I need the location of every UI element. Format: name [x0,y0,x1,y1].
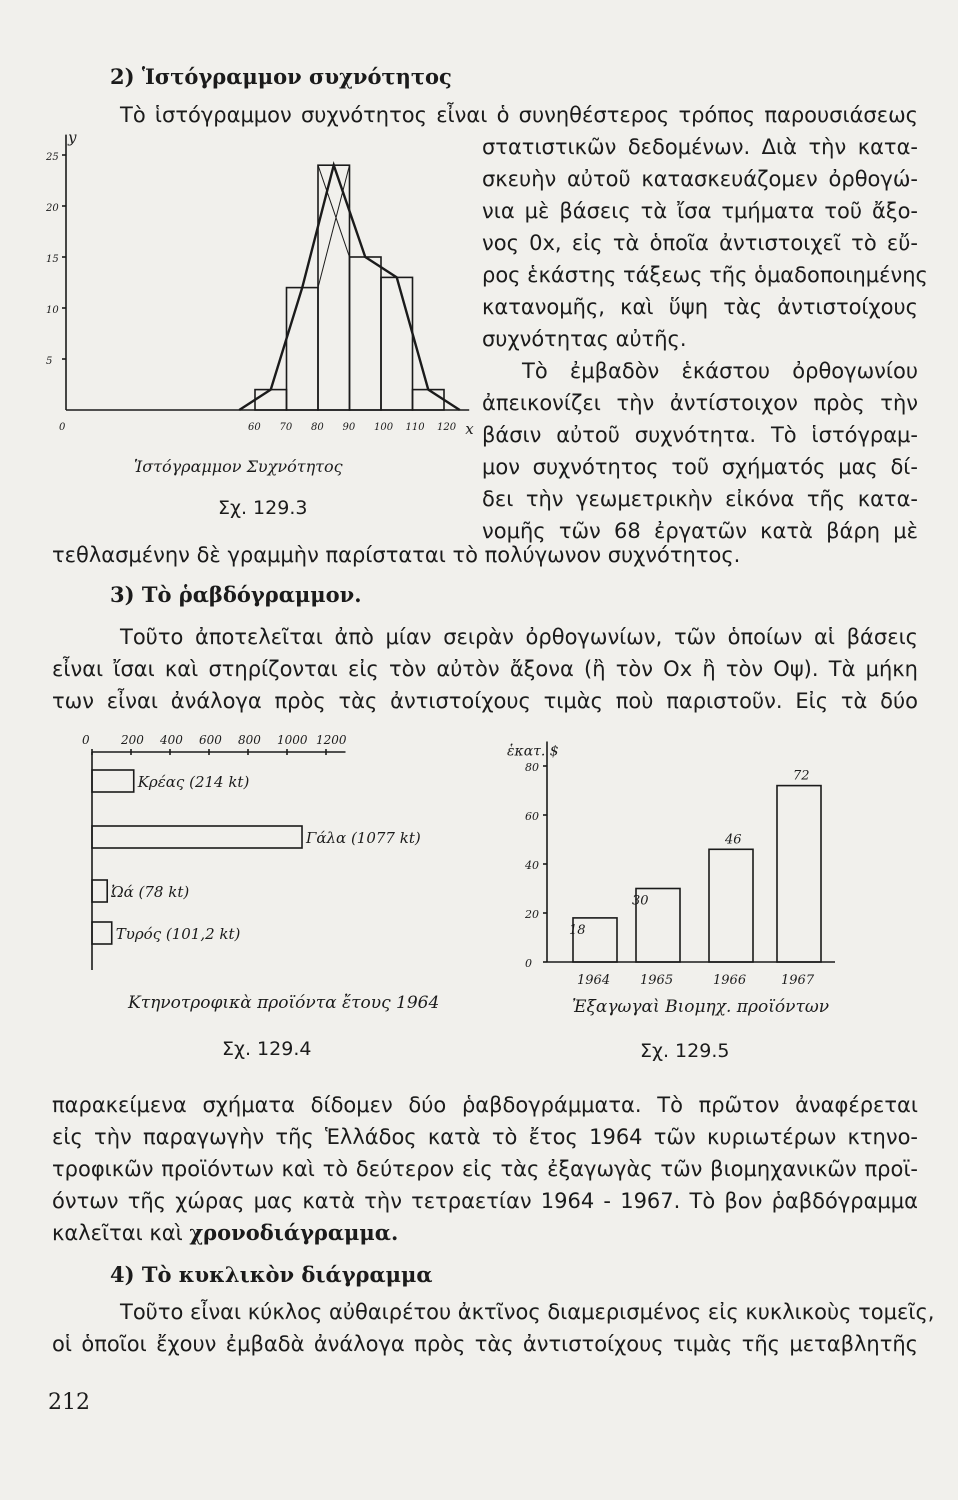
paragraph-line: νια μὲ βάσεις τὰ ἴσα τμήματα τοῦ ἄξο- [482,199,918,223]
exports-year-label: 1966 [713,973,747,988]
x-tick-label: 80 [311,422,324,433]
livestock-chart-title: Κτηνοτροφικὰ προϊόντα ἔτους 1964 [128,993,440,1013]
y-tick-label: 10 [46,305,59,316]
x-tick-label: 90 [342,422,356,433]
section-4-heading: 4) Τὸ κυκλικὸν διάγραμμα [110,1262,433,1287]
figure-caption-129-3: Σχ. 129.3 [218,497,308,519]
exports-bar-chart [505,730,845,1010]
x-tick-label: 60 [248,422,261,433]
histogram-subtitle: Ἱστόγραμμον Συχνότητος [134,457,343,476]
y-tick-label: 15 [46,254,59,265]
livestock-bar [92,880,107,902]
exports-bar [709,849,753,962]
paragraph-text: καλεῖται καὶ [52,1221,190,1245]
y-tick-label: 25 [46,152,59,163]
histogram-bar [381,277,413,410]
livestock-bar [92,922,112,944]
exports-value-label: 30 [632,893,649,909]
x-tick-label: 0 [82,733,90,747]
histogram-bar [255,390,287,410]
x-tick-label: 110 [405,422,425,433]
paragraph-line: νος 0x, εἰς τὰ ὁποῖα ἀντιστοιχεῖ τὸ εὔ- [482,231,918,255]
figure-caption-129-5: Σχ. 129.5 [640,1040,730,1062]
histogram-bar [350,257,382,410]
paragraph-line: οἱ ὁποῖοι ἔχουν ἐμβαδὰ ἀνάλογα πρὸς τὰς ἀντιστοίχους τιμὰς τῆς μεταβλητῆς [52,1332,918,1356]
paragraph-line: Τὸ ἱστόγραμμον συχνότητος εἶναι ὁ συνηθέστερος τρόπος παρουσιάσεως [120,103,918,127]
livestock-bar-label: Γάλα (1077 kt) [306,829,421,847]
x-tick-label: 400 [160,733,183,747]
paragraph-line: τροφικῶν προϊόντων καὶ τὸ δεύτερον εἰς τὰς ἐξαγωγὰς τῶν βιομηχανικῶν προϊ- [52,1157,918,1181]
paragraph-line: όντων τῆς χώρας μας κατὰ τὴν τετραετίαν 1964 - 1967. Τὸ βον ῥαβδόγραμμα [52,1189,918,1213]
exports-year-label: 1964 [577,973,611,988]
exports-year-label: 1967 [781,973,815,988]
paragraph-line: ρος ἑκάστης τάξεως τῆς ὁμαδοποιημένης [482,263,928,287]
paragraph-line: συχνότητας αὐτῆς. [482,327,687,351]
y-tick-label: 20 [525,908,539,921]
chronodiagram-term: χρονοδιάγραμμα. [189,1220,399,1245]
construction-line [318,165,350,287]
paragraph-line: Τὸ ἐμβαδὸν ἑκάστου ὀρθογωνίου [522,359,918,383]
paragraph-line: εἰς τὴν παραγωγὴν τῆς Ἑλλάδος κατὰ τὸ ἔτος 1964 τῶν κυριωτέρων κτηνο- [52,1125,918,1149]
x-tick-label: 1200 [316,733,347,747]
paragraph-line: σκευὴν αὐτοῦ κατασκευάζομεν ὀρθογώ- [482,167,918,191]
exports-chart-title: Ἐξαγωγαὶ Βιομηχ. προϊόντων [572,997,830,1017]
section-3-heading: 3) Τὸ ῥαβδόγραμμον. [110,582,362,607]
x-tick-label: 120 [437,422,457,433]
y-tick-label: 40 [525,859,539,872]
livestock-bar-label: Ὠά (78 kt) [111,883,190,901]
exports-value-label: 72 [793,768,810,784]
paragraph-line: Τοῦτο εἶναι κύκλος αὐθαιρέτου ἀκτῖνος διαμερισμένος εἰς κυκλικοὺς τομεῖς, [120,1300,935,1324]
paragraph-line: τεθλασμένην δὲ γραμμὴν παρίσταται τὸ πολύγωνον συχνότητος. [52,543,741,567]
livestock-bar-chart [52,730,452,1010]
livestock-bar [92,826,302,848]
y-axis-label: y [68,128,77,147]
histogram-bar [318,165,350,410]
x-tick-label: 1000 [277,733,308,747]
y-tick-label: 5 [46,356,53,367]
x-tick-label: 0 [59,422,66,433]
exports-bar [777,786,821,962]
y-tick-label: 0 [525,957,532,970]
x-tick-label: 600 [199,733,222,747]
x-tick-label: 70 [279,422,293,433]
x-tick-label: 200 [121,733,144,747]
figure-caption-129-4: Σχ. 129.4 [222,1038,312,1060]
histogram-bar [413,390,445,410]
x-axis-label: x [465,420,474,438]
exports-year-label: 1965 [640,973,674,988]
livestock-bar-label: Κρέας (214 kt) [137,773,250,791]
paragraph-line: ἀπεικονίζει τὴν ἀντίστοιχον πρὸς τὴν [482,391,918,415]
livestock-bar-label: Τυρός (101,2 kt) [115,925,241,943]
y-tick-label: 20 [46,203,59,214]
paragraph-line: εἶναι ἴσαι καὶ στηρίζονται εἰς τὸν αὐτὸν ἄξονα (ἢ τὸν Ox ἢ τὸν Oψ). Τὰ μήκη [52,657,918,681]
livestock-bar [92,770,134,792]
section-2-heading: 2) Ἱστόγραμμον συχνότητος [110,64,452,89]
paragraph-line: στατιστικῶν δεδομένων. Διὰ τὴν κατα- [482,135,918,159]
paragraph-line: παρακείμενα σχήματα δίδομεν δύο ῥαβδογράμματα. Τὸ πρῶτον ἀναφέρεται [52,1093,918,1117]
y-tick-label: 60 [525,810,539,823]
y-axis-label: ἑκατ. $ [507,743,559,760]
paragraph-line: Τοῦτο ἀποτελεῖται ἀπὸ μίαν σειρὰν ὀρθογωνίων, τῶν ὁποίων αἱ βάσεις [120,625,918,649]
page-number: 212 [48,1390,90,1415]
paragraph-line: νομῆς τῶν 68 ἐργατῶν κατὰ βάρη μὲ [482,519,918,543]
paragraph-line: δει τὴν γεωμετρικὴν εἰκόνα τῆς κατα- [482,487,918,511]
paragraph-line [52,1218,398,1248]
exports-value-label: 18 [569,922,586,938]
paragraph-line: βάσιν αὐτοῦ συχνότητα. Τὸ ἱστόγραμ- [482,423,918,447]
histogram-bar [287,288,319,410]
paragraph-line: κατανομῆς, καὶ ὕψη τὰς ἀντιστοίχους [482,295,918,319]
exports-value-label: 46 [725,832,742,848]
x-tick-label: 800 [238,733,261,747]
y-tick-label: 80 [525,761,539,774]
paragraph-line: μον συχνότητος τοῦ σχήματός μας δί- [482,455,918,479]
x-tick-label: 100 [374,422,394,433]
paragraph-line: των εἶναι ἀνάλογα πρὸς τὰς ἀντιστοίχους τιμὰς ποὺ παριστοῦν. Εἰς τὰ δύο [52,689,918,713]
